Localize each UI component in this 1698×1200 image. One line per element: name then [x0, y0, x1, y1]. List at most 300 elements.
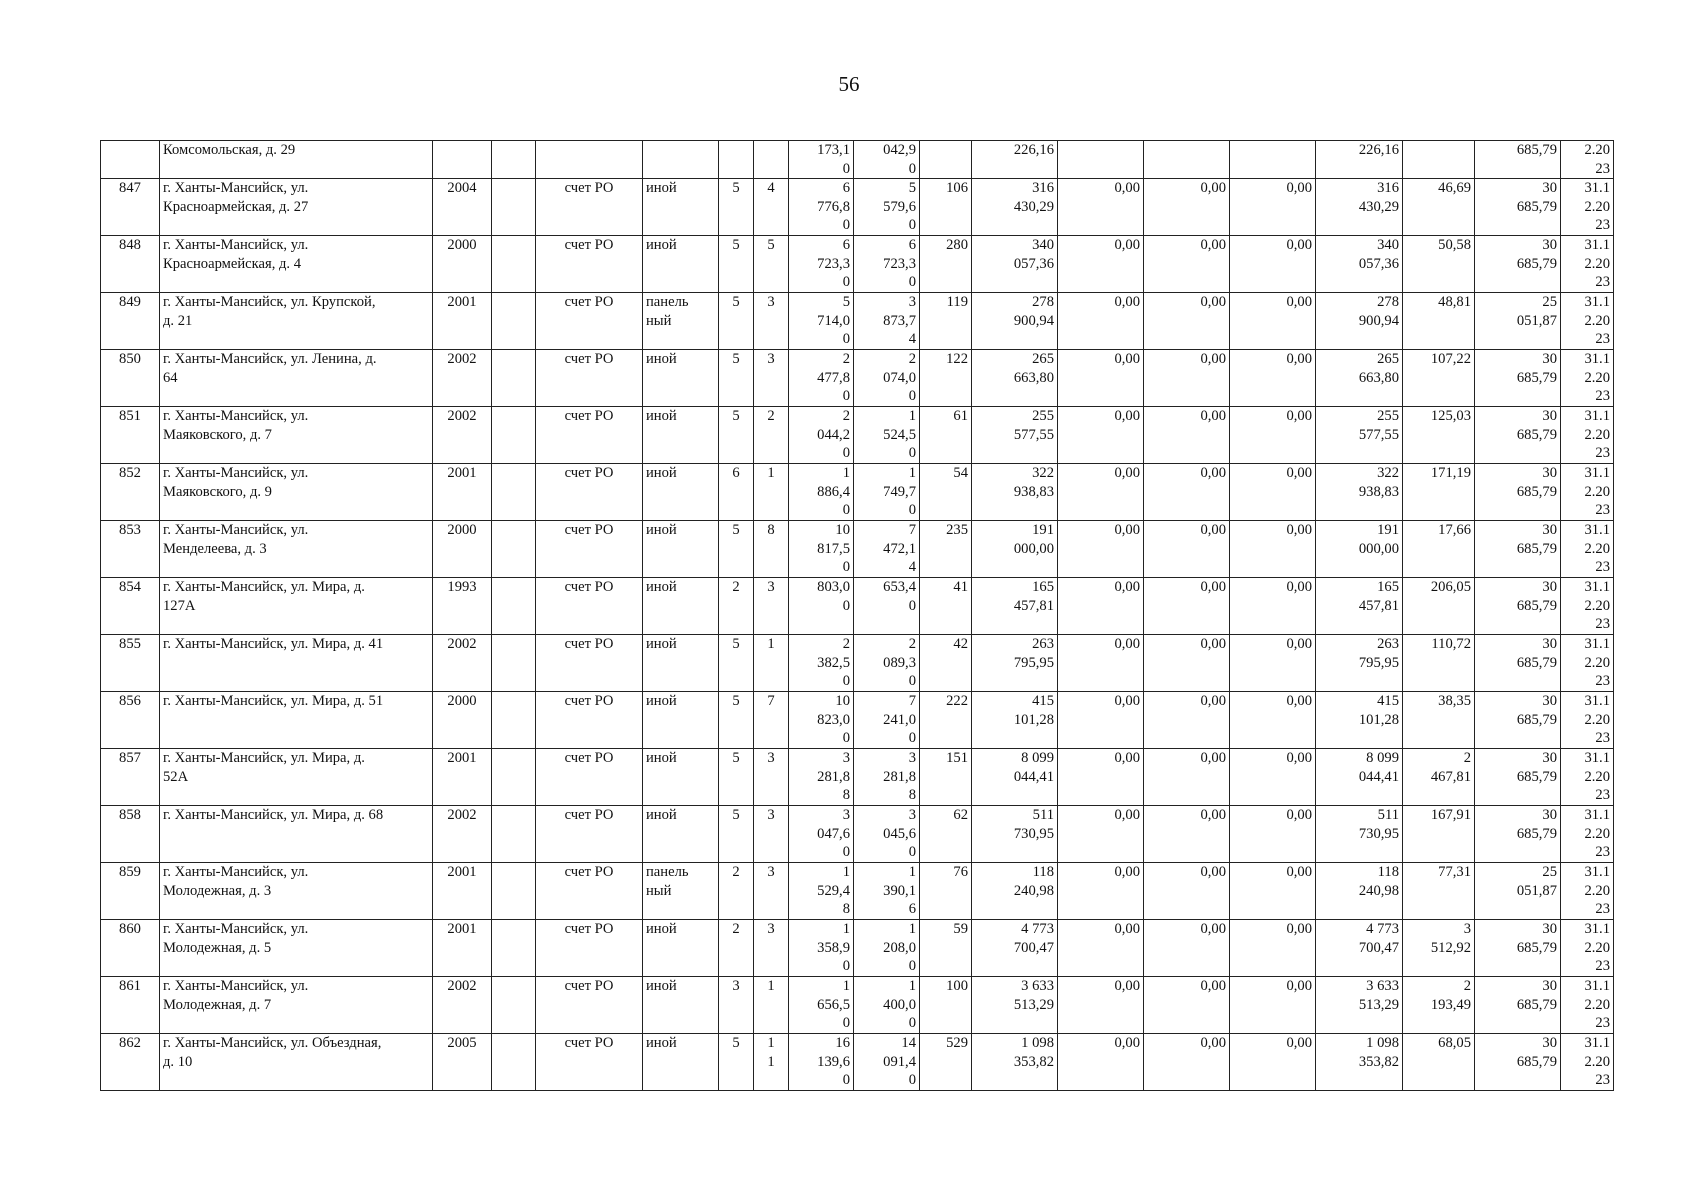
cell-completion-date — [1561, 407, 1614, 464]
cell-line: 1 — [908, 864, 916, 880]
cell-line: 1 — [767, 1053, 775, 1070]
cell-line: 2.20 — [1584, 142, 1610, 158]
cell-line: 685,79 — [1516, 711, 1557, 728]
cell-line: 577,55 — [1358, 426, 1399, 443]
cell-line: 48,81 — [1438, 294, 1471, 310]
cell-area-living — [854, 863, 920, 920]
cell-line: 31.1 — [1584, 351, 1610, 367]
cell-cost-total — [972, 179, 1058, 236]
cell-cost-limit — [1475, 141, 1561, 179]
cell-wall-material — [643, 521, 719, 578]
cell-line: 2.20 — [1584, 198, 1610, 215]
cell-entrances — [754, 464, 789, 521]
cell-line: 23 — [1595, 616, 1610, 632]
cell-line: 31.1 — [1584, 579, 1610, 595]
cell-area-living — [854, 578, 920, 635]
cell-line: 1 — [908, 408, 916, 424]
cell-line: 430,29 — [1013, 198, 1054, 215]
cell-row-number: 848 — [101, 236, 160, 293]
cell-line: 3 — [908, 294, 916, 310]
cell-cost-per-m2 — [1403, 407, 1475, 464]
cell-cost-per-m2 — [1403, 521, 1475, 578]
cell-line: 208,0 — [883, 939, 916, 956]
cell-row-number: 860 — [101, 920, 160, 977]
cell-line: 23 — [1595, 787, 1610, 803]
cell-line: 2.20 — [1584, 768, 1610, 785]
cell-line: г. Ханты-Мансийск, ул. — [163, 864, 309, 880]
cell-line: 281,8 — [817, 768, 850, 785]
cell-cost-owners — [1316, 236, 1403, 293]
cell-line: 2.20 — [1584, 654, 1610, 671]
cell-line: 30 — [1542, 636, 1557, 652]
cell-year: 2001 — [433, 863, 492, 920]
cell-line: 165 — [1032, 579, 1054, 595]
cell-cost-per-m2 — [1403, 350, 1475, 407]
housing-registry-table — [100, 140, 1614, 1091]
cell-floors: 2 — [719, 863, 754, 920]
cell-cost-total — [972, 749, 1058, 806]
cell-line: 23 — [1595, 901, 1610, 917]
cell-line: 30 — [1542, 237, 1557, 253]
cell-line: 3 — [1463, 921, 1471, 937]
cell-year: 2002 — [433, 407, 492, 464]
cell-line: 353,82 — [1013, 1053, 1054, 1070]
cell-line: 107,22 — [1430, 351, 1471, 367]
cell-line: 0 — [842, 559, 850, 575]
cell-line: иной — [646, 351, 677, 367]
cell-line: 30 — [1542, 579, 1557, 595]
cell-wall-material — [643, 578, 719, 635]
cell-cost-per-m2 — [1403, 863, 1475, 920]
cell-line: 0 — [842, 274, 850, 290]
cell-line: 900,94 — [1358, 312, 1399, 329]
cell-residents: 41 — [920, 578, 972, 635]
cell-area-total — [789, 521, 854, 578]
cell-line: 685,79 — [1516, 142, 1557, 158]
cell-line: 685,79 — [1516, 939, 1557, 956]
cell-line: 226,16 — [1358, 142, 1399, 158]
cell-line: 23 — [1595, 217, 1610, 233]
cell-line: 118 — [1377, 864, 1399, 880]
cell-line: 0 — [908, 502, 916, 518]
cell-completion-date — [1561, 863, 1614, 920]
cell-area-living — [854, 407, 920, 464]
cell-line: д. 10 — [163, 1053, 193, 1070]
cell-address — [160, 521, 433, 578]
cell-line: 000,00 — [1358, 540, 1399, 557]
cell-empty — [492, 236, 536, 293]
cell-line: 3 — [767, 294, 775, 310]
cell-fund-method: счет РО — [536, 692, 643, 749]
cell-area-living — [854, 749, 920, 806]
cell-line: 045,6 — [883, 825, 916, 842]
cell-entrances — [754, 521, 789, 578]
cell-residents: 59 — [920, 920, 972, 977]
cell-line: 353,82 — [1358, 1053, 1399, 1070]
cell-entrances — [754, 1034, 789, 1091]
table-row — [101, 578, 1614, 635]
cell-residents: 222 — [920, 692, 972, 749]
cell-line: 886,4 — [817, 483, 850, 500]
cell-line: 938,83 — [1013, 483, 1054, 500]
cell-cost-total — [972, 1034, 1058, 1091]
cell-cost-total — [972, 407, 1058, 464]
cell-line: 0 — [842, 445, 850, 461]
cell-line: 30 — [1542, 921, 1557, 937]
cell-line: 430,29 — [1358, 198, 1399, 215]
cell-cost-federal: 0,00 — [1058, 635, 1144, 692]
cell-line: 1 — [908, 978, 916, 994]
cell-line: 101,28 — [1358, 711, 1399, 728]
cell-area-living — [854, 293, 920, 350]
cell-line: 23 — [1595, 844, 1610, 860]
cell-area-living — [854, 920, 920, 977]
cell-line: 31.1 — [1584, 408, 1610, 424]
cell-line: г. Ханты-Мансийск, ул. Объездная, — [163, 1035, 382, 1051]
cell-line: 477,8 — [817, 369, 850, 386]
cell-line: 656,5 — [817, 996, 850, 1013]
cell-line: Молодежная, д. 3 — [163, 882, 272, 899]
cell-line: 817,5 — [817, 540, 850, 557]
cell-cost-owners — [1316, 635, 1403, 692]
cell-line: 240,98 — [1013, 882, 1054, 899]
cell-cost-local: 0,00 — [1230, 1034, 1316, 1091]
cell-line: 255 — [1377, 408, 1399, 424]
cell-wall-material — [643, 749, 719, 806]
cell-line: 723,3 — [883, 255, 916, 272]
cell-line: 089,3 — [883, 654, 916, 671]
cell-cost-limit — [1475, 692, 1561, 749]
cell-line: 23 — [1595, 1015, 1610, 1031]
cell-line: 663,80 — [1013, 369, 1054, 386]
cell-line: 700,47 — [1358, 939, 1399, 956]
cell-line: 3 — [767, 750, 775, 766]
cell-cost-owners — [1316, 350, 1403, 407]
cell-address — [160, 179, 433, 236]
cell-cost-limit — [1475, 407, 1561, 464]
cell-entrances — [754, 806, 789, 863]
cell-line: 23 — [1595, 160, 1610, 177]
table-row — [101, 977, 1614, 1034]
cell-line: 0 — [908, 958, 916, 974]
cell-cost-per-m2 — [1403, 977, 1475, 1034]
cell-cost-regional: 0,00 — [1144, 635, 1230, 692]
cell-cost-local: 0,00 — [1230, 977, 1316, 1034]
cell-floors: 3 — [719, 977, 754, 1034]
cell-line: г. Ханты-Мансийск, ул. — [163, 522, 309, 538]
cell-cost-regional: 0,00 — [1144, 863, 1230, 920]
cell-area-total — [789, 236, 854, 293]
cell-line: 241,0 — [883, 711, 916, 728]
cell-wall-material — [643, 692, 719, 749]
cell-line: 30 — [1542, 693, 1557, 709]
cell-cost-federal: 0,00 — [1058, 236, 1144, 293]
cell-cost-per-m2 — [1403, 635, 1475, 692]
cell-line: 7 — [767, 693, 775, 709]
cell-residents: 106 — [920, 179, 972, 236]
table-row — [101, 407, 1614, 464]
cell-line: 278 — [1377, 294, 1399, 310]
cell-year: 2002 — [433, 635, 492, 692]
cell-fund-method: счет РО — [536, 977, 643, 1034]
cell-line: 044,41 — [1358, 768, 1399, 785]
cell-empty — [492, 464, 536, 521]
cell-line: 1 — [908, 465, 916, 481]
cell-fund-method: счет РО — [536, 521, 643, 578]
cell-area-total — [789, 350, 854, 407]
cell-line: 2.20 — [1584, 882, 1610, 899]
cell-empty — [492, 521, 536, 578]
cell-line: 467,81 — [1430, 768, 1471, 785]
cell-line: 5 — [908, 180, 916, 196]
cell-area-living — [854, 692, 920, 749]
cell-line: 2 — [908, 636, 916, 652]
cell-address — [160, 692, 433, 749]
cell-area-living — [854, 141, 920, 179]
cell-line: 2.20 — [1584, 255, 1610, 272]
cell-empty — [492, 293, 536, 350]
cell-line: 25 — [1542, 294, 1557, 310]
cell-line: 900,94 — [1013, 312, 1054, 329]
cell-line: 23 — [1595, 274, 1610, 290]
cell-floors: 2 — [719, 578, 754, 635]
cell-entrances — [754, 977, 789, 1034]
cell-completion-date — [1561, 179, 1614, 236]
cell-line: г. Ханты-Мансийск, ул. — [163, 180, 309, 196]
cell-row-number: 847 — [101, 179, 160, 236]
cell-cost-owners — [1316, 977, 1403, 1034]
cell-line: 0 — [908, 388, 916, 404]
cell-cost-per-m2 — [1403, 141, 1475, 179]
cell-line: 31.1 — [1584, 921, 1610, 937]
cell-cost-regional: 0,00 — [1144, 920, 1230, 977]
cell-empty — [492, 920, 536, 977]
cell-cost-federal: 0,00 — [1058, 464, 1144, 521]
cell-line: 0 — [908, 445, 916, 461]
cell-line: Красноармейская, д. 27 — [163, 198, 309, 215]
cell-completion-date — [1561, 521, 1614, 578]
cell-line: Комсомольская, д. 29 — [163, 142, 296, 158]
cell-line: 4 — [767, 180, 775, 196]
cell-line: 0 — [908, 673, 916, 689]
cell-wall-material — [643, 920, 719, 977]
cell-line: 685,79 — [1516, 996, 1557, 1013]
cell-empty — [492, 977, 536, 1034]
cell-area-living — [854, 806, 920, 863]
cell-year: 2002 — [433, 350, 492, 407]
cell-area-living — [854, 977, 920, 1034]
cell-line: Молодежная, д. 7 — [163, 996, 272, 1013]
cell-cost-regional: 0,00 — [1144, 350, 1230, 407]
cell-area-total — [789, 407, 854, 464]
cell-cost-limit — [1475, 236, 1561, 293]
cell-line: 730,95 — [1013, 825, 1054, 842]
cell-line: 2 — [908, 351, 916, 367]
cell-line: 31.1 — [1584, 237, 1610, 253]
cell-line: 685,79 — [1516, 597, 1557, 614]
cell-cost-total — [972, 692, 1058, 749]
cell-line: 685,79 — [1516, 198, 1557, 215]
cell-line: 3 633 — [1021, 978, 1054, 994]
cell-line: 0 — [842, 331, 850, 347]
cell-cost-per-m2 — [1403, 578, 1475, 635]
cell-row-number: 853 — [101, 521, 160, 578]
cell-residents: 151 — [920, 749, 972, 806]
cell-row-number: 862 — [101, 1034, 160, 1091]
cell-line: 25 — [1542, 864, 1557, 880]
cell-completion-date — [1561, 350, 1614, 407]
cell-cost-local: 0,00 — [1230, 521, 1316, 578]
cell-line: иной — [646, 408, 677, 424]
cell-line: 2.20 — [1584, 996, 1610, 1013]
cell-empty — [492, 179, 536, 236]
table-row — [101, 920, 1614, 977]
cell-line: 23 — [1595, 673, 1610, 689]
cell-area-total — [789, 635, 854, 692]
cell-line: д. 21 — [163, 312, 193, 329]
cell-line: 31.1 — [1584, 1035, 1610, 1051]
cell-line: 057,36 — [1358, 255, 1399, 272]
cell-area-living — [854, 635, 920, 692]
cell-cost-owners — [1316, 521, 1403, 578]
cell-line: 167,91 — [1430, 807, 1471, 823]
cell-cost-limit — [1475, 521, 1561, 578]
cell-cost-per-m2 — [1403, 293, 1475, 350]
cell-empty — [492, 749, 536, 806]
cell-line: 653,4 — [883, 579, 916, 595]
cell-wall-material — [643, 863, 719, 920]
cell-address — [160, 407, 433, 464]
cell-line: 101,28 — [1013, 711, 1054, 728]
cell-line: 3 — [767, 807, 775, 823]
cell-year: 2001 — [433, 920, 492, 977]
cell-cost-per-m2 — [1403, 692, 1475, 749]
cell-line: 472,1 — [883, 540, 916, 557]
cell-line: 278 — [1032, 294, 1054, 310]
cell-cost-regional: 0,00 — [1144, 521, 1230, 578]
cell-line: 0 — [908, 597, 916, 614]
cell-line: 685,79 — [1516, 825, 1557, 842]
cell-fund-method: счет РО — [536, 293, 643, 350]
cell-cost-owners — [1316, 464, 1403, 521]
cell-line: 1 — [842, 978, 850, 994]
cell-cost-regional: 0,00 — [1144, 806, 1230, 863]
cell-line: 1 — [908, 921, 916, 937]
cell-address — [160, 578, 433, 635]
cell-residents: 76 — [920, 863, 972, 920]
cell-line: 3 — [767, 351, 775, 367]
cell-cost-local: 0,00 — [1230, 920, 1316, 977]
cell-fund-method: счет РО — [536, 464, 643, 521]
cell-cost-limit — [1475, 350, 1561, 407]
cell-line: 281,8 — [883, 768, 916, 785]
cell-area-living — [854, 350, 920, 407]
cell-floors: 5 — [719, 521, 754, 578]
cell-line: 938,83 — [1358, 483, 1399, 500]
cell-line: 0 — [908, 217, 916, 233]
cell-cost-owners — [1316, 863, 1403, 920]
cell-line: 23 — [1595, 502, 1610, 518]
cell-line: 685,79 — [1516, 255, 1557, 272]
cell-line: 044,2 — [817, 426, 850, 443]
cell-row-number: 855 — [101, 635, 160, 692]
cell-line: 206,05 — [1430, 579, 1471, 595]
cell-line: 685,79 — [1516, 654, 1557, 671]
cell-line: 074,0 — [883, 369, 916, 386]
cell-cost-local: 0,00 — [1230, 464, 1316, 521]
cell-line: иной — [646, 465, 677, 481]
cell-line: 0 — [908, 1072, 916, 1088]
cell-line: г. Ханты-Мансийск, ул. Мира, д. 51 — [163, 693, 384, 709]
cell-line: 0 — [842, 160, 850, 177]
cell-line: 118 — [1032, 864, 1054, 880]
cell-line: 044,41 — [1013, 768, 1054, 785]
cell-line: 31.1 — [1584, 465, 1610, 481]
cell-residents: 280 — [920, 236, 972, 293]
cell-line: 23 — [1595, 388, 1610, 404]
cell-cost-limit — [1475, 863, 1561, 920]
cell-wall-material — [643, 977, 719, 1034]
cell-cost-per-m2 — [1403, 806, 1475, 863]
cell-line: г. Ханты-Мансийск, ул. — [163, 978, 309, 994]
cell-line: 3 — [842, 750, 850, 766]
cell-wall-material — [643, 407, 719, 464]
cell-year: 2001 — [433, 464, 492, 521]
cell-wall-material — [643, 141, 719, 179]
cell-line: 23 — [1595, 331, 1610, 347]
cell-completion-date — [1561, 578, 1614, 635]
cell-area-living — [854, 521, 920, 578]
cell-line: ный — [646, 312, 672, 329]
cell-cost-local: 0,00 — [1230, 350, 1316, 407]
cell-cost-local: 0,00 — [1230, 806, 1316, 863]
cell-line: г. Ханты-Мансийск, ул. Ленина, д. — [163, 351, 377, 367]
cell-address — [160, 920, 433, 977]
cell-floors: 5 — [719, 179, 754, 236]
cell-line: 577,55 — [1013, 426, 1054, 443]
cell-cost-regional: 0,00 — [1144, 407, 1230, 464]
cell-line: 685,79 — [1516, 426, 1557, 443]
cell-cost-total — [972, 521, 1058, 578]
cell-line: г. Ханты-Мансийск, ул. — [163, 921, 309, 937]
cell-cost-local: 0,00 — [1230, 692, 1316, 749]
cell-line: 513,29 — [1013, 996, 1054, 1013]
cell-line: 125,03 — [1430, 408, 1471, 424]
cell-line: 30 — [1542, 1035, 1557, 1051]
cell-line: 265 — [1032, 351, 1054, 367]
cell-floors: 5 — [719, 692, 754, 749]
cell-line: 730,95 — [1358, 825, 1399, 842]
cell-cost-local: 0,00 — [1230, 236, 1316, 293]
cell-wall-material — [643, 179, 719, 236]
cell-line: 23 — [1595, 445, 1610, 461]
cell-line: 415 — [1377, 693, 1399, 709]
cell-line: 30 — [1542, 408, 1557, 424]
cell-row-number: 856 — [101, 692, 160, 749]
cell-line: 0 — [908, 730, 916, 746]
cell-line: 0 — [842, 597, 850, 614]
cell-line: 8 099 — [1021, 750, 1054, 766]
cell-line: 0 — [842, 502, 850, 518]
cell-line: 8 — [842, 787, 850, 803]
cell-area-total — [789, 920, 854, 977]
cell-entrances — [754, 141, 789, 179]
cell-entrances — [754, 920, 789, 977]
cell-line: 1 — [842, 921, 850, 937]
cell-line: 127А — [163, 597, 196, 614]
cell-line: 31.1 — [1584, 864, 1610, 880]
cell-line: 6 — [908, 237, 916, 253]
